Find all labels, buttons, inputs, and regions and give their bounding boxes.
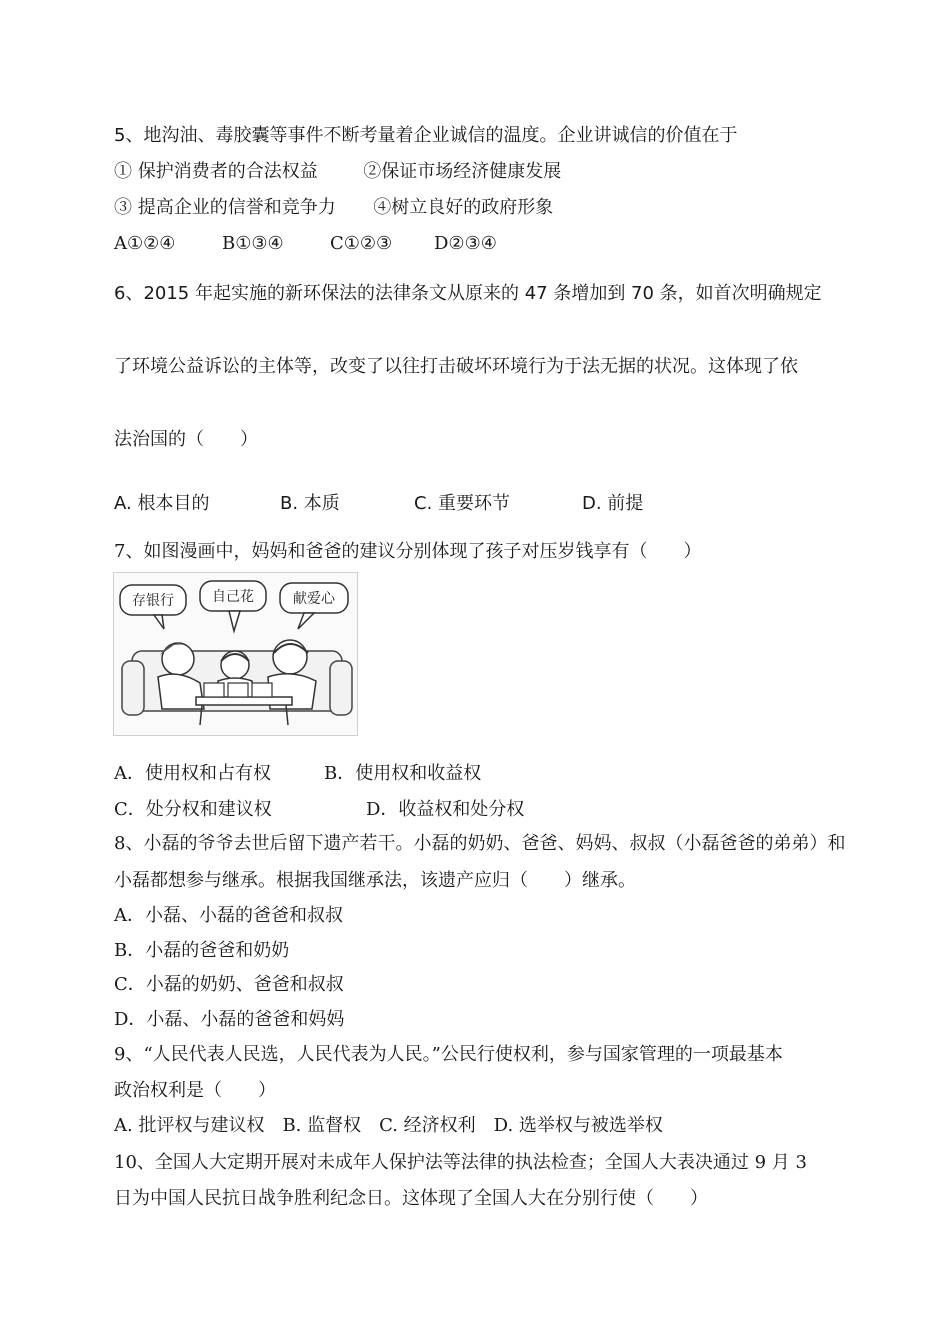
q7-options-row2 bbox=[114, 798, 524, 822]
q5-items-row1 bbox=[114, 160, 561, 184]
q5-items-row2 bbox=[114, 196, 553, 220]
q5-options bbox=[114, 232, 497, 256]
q5-item-1: ① 保护消费者的合法权益 bbox=[114, 161, 318, 182]
bubble-child bbox=[200, 581, 266, 631]
q8-option-d: D．小磊、小磊的爸爸和妈妈 bbox=[114, 1009, 345, 1030]
q7-option-a: A．使用权和占有权 bbox=[114, 763, 271, 784]
q5-option-a: A①②④ bbox=[114, 233, 176, 254]
q6-line-2: 了环境公益诉讼的主体等，改变了以往打击破坏环境行为于法无据的状况。这体现了依 bbox=[114, 356, 798, 377]
q7-options-row1 bbox=[114, 762, 481, 786]
bubble-mom bbox=[120, 585, 186, 629]
q5-item-3: ③ 提高企业的信誉和竞争力 bbox=[114, 197, 336, 218]
q6-option-c: C. 重要环节 bbox=[414, 493, 511, 514]
q8-line-2: 小磊都想参与继承。根据我国继承法，该遗产应归（ ）继承。 bbox=[114, 870, 636, 891]
bubble-dad-text: 献爱心 bbox=[293, 591, 335, 607]
q6-line-3: 法治国的（ ） bbox=[114, 429, 258, 450]
q9-line-2: 政治权利是（ ） bbox=[114, 1080, 276, 1101]
bubble-mom-text: 存银行 bbox=[132, 593, 174, 609]
q5-option-b: B①③④ bbox=[222, 233, 284, 254]
q5-item-2: ②保证市场经济健康发展 bbox=[363, 161, 562, 182]
q6-option-d: D. 前提 bbox=[582, 493, 644, 514]
q5-item-4: ④树立良好的政府形象 bbox=[373, 197, 554, 218]
q8-option-a: A．小磊、小磊的爸爸和叔叔 bbox=[114, 905, 343, 926]
q7-option-b: B．使用权和收益权 bbox=[324, 763, 482, 784]
q7-option-d: D．收益权和处分权 bbox=[366, 799, 525, 820]
q10-line-2: 日为中国人民抗日战争胜利纪念日。这体现了全国人大在分别行使（ ） bbox=[114, 1188, 708, 1209]
q8-option-c: C．小磊的奶奶、爸爸和叔叔 bbox=[114, 974, 344, 995]
q5-stem: 5、地沟油、毒胶囊等事件不断考量着企业诚信的温度。企业讲诚信的价值在于 bbox=[114, 125, 738, 146]
bubble-dad bbox=[280, 583, 348, 629]
bubble-child-text: 自己花 bbox=[212, 589, 254, 605]
q8-line-1: 8、小磊的爷爷去世后留下遗产若干。小磊的奶奶、爸爸、妈妈、叔叔（小磊爸爸的弟弟）和 bbox=[114, 833, 846, 854]
q7-cartoon bbox=[113, 572, 358, 736]
q6-line-1: 6、2015 年起实施的新环保法的法律条文从原来的 47 条增加到 70 条，如首次明确规定 bbox=[114, 283, 822, 304]
q6-option-a: A. 根本目的 bbox=[114, 493, 210, 514]
q8-option-b: B．小磊的爸爸和奶奶 bbox=[114, 940, 290, 961]
q6-option-b: B. 本质 bbox=[280, 493, 340, 514]
q6-options bbox=[114, 492, 643, 516]
q7-cartoon-drawing bbox=[114, 573, 357, 735]
q7-stem: 7、如图漫画中，妈妈和爸爸的建议分别体现了孩子对压岁钱享有（ ） bbox=[114, 541, 702, 562]
q5-option-c: C①②③ bbox=[330, 233, 393, 254]
q10-line-1: 10、全国人大定期开展对未成年人保护法等法律的执法检查；全国人大表决通过 9 月 3 bbox=[114, 1152, 807, 1173]
q9-line-1: 9、“人民代表人民选，人民代表为人民。”公民行使权利，参与国家管理的一项最基本 bbox=[114, 1044, 783, 1065]
q9-options: A. 批评权与建议权 B. 监督权 C. 经济权利 D. 选举权与被选举权 bbox=[114, 1115, 663, 1136]
q7-option-c: C．处分权和建议权 bbox=[114, 799, 272, 820]
q5-option-d: D②③④ bbox=[434, 233, 497, 254]
